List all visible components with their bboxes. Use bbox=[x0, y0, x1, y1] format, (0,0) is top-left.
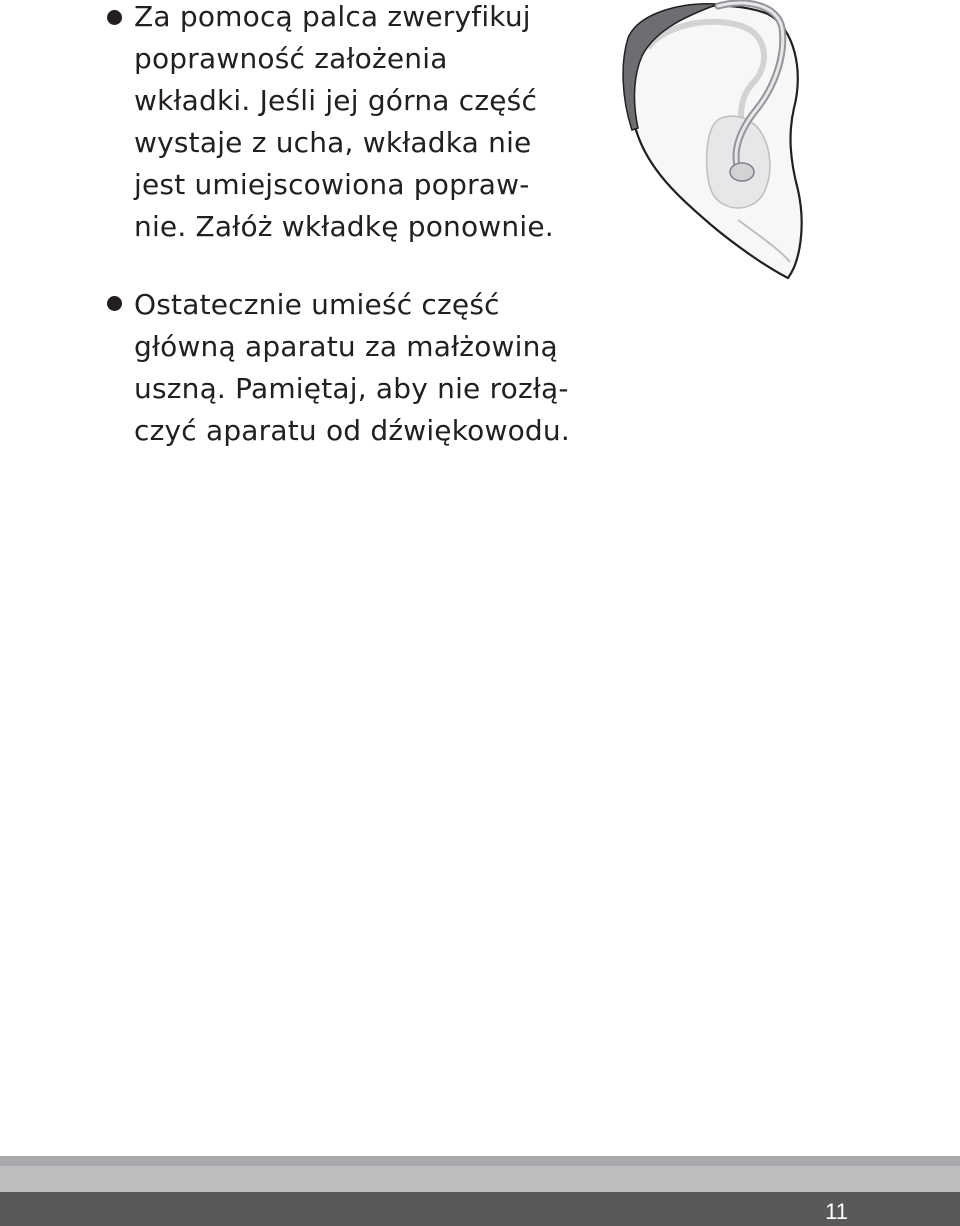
footer-bar bbox=[0, 1192, 960, 1226]
page-number: 11 bbox=[825, 1199, 848, 1224]
footer-stripe-light bbox=[0, 1156, 960, 1166]
instruction-list bbox=[0, 0, 600, 447]
bullet-dot-icon bbox=[107, 296, 122, 311]
instruction-text-line: Za pomocą palca zweryfikuj bbox=[134, 0, 531, 33]
instruction-text-line: poprawność założenia bbox=[134, 42, 448, 75]
instruction-text-line: Ostatecznie umieść część bbox=[134, 288, 500, 321]
instruction-text-line: główną aparatu za małżowiną bbox=[134, 330, 558, 363]
instruction-text-line: wkładki. Jeśli jej górna część bbox=[134, 84, 538, 117]
instruction-text-line: uszną. Pamiętaj, aby nie rozłą- bbox=[134, 372, 569, 405]
instruction-text-line: wystaje z ucha, wkładka nie bbox=[134, 126, 532, 159]
bullet-dot-icon bbox=[107, 10, 122, 25]
footer-stripe-mid bbox=[0, 1166, 960, 1192]
ear-with-hearing-aid-illustration bbox=[618, 0, 810, 284]
instruction-text-line: nie. Załóż wkładkę ponownie. bbox=[134, 210, 554, 243]
instruction-text-line: jest umiejscowiona popraw- bbox=[134, 168, 530, 201]
instruction-text-line: czyć aparatu od dźwiękowodu. bbox=[134, 414, 570, 447]
earpiece-dome-icon bbox=[730, 163, 754, 181]
